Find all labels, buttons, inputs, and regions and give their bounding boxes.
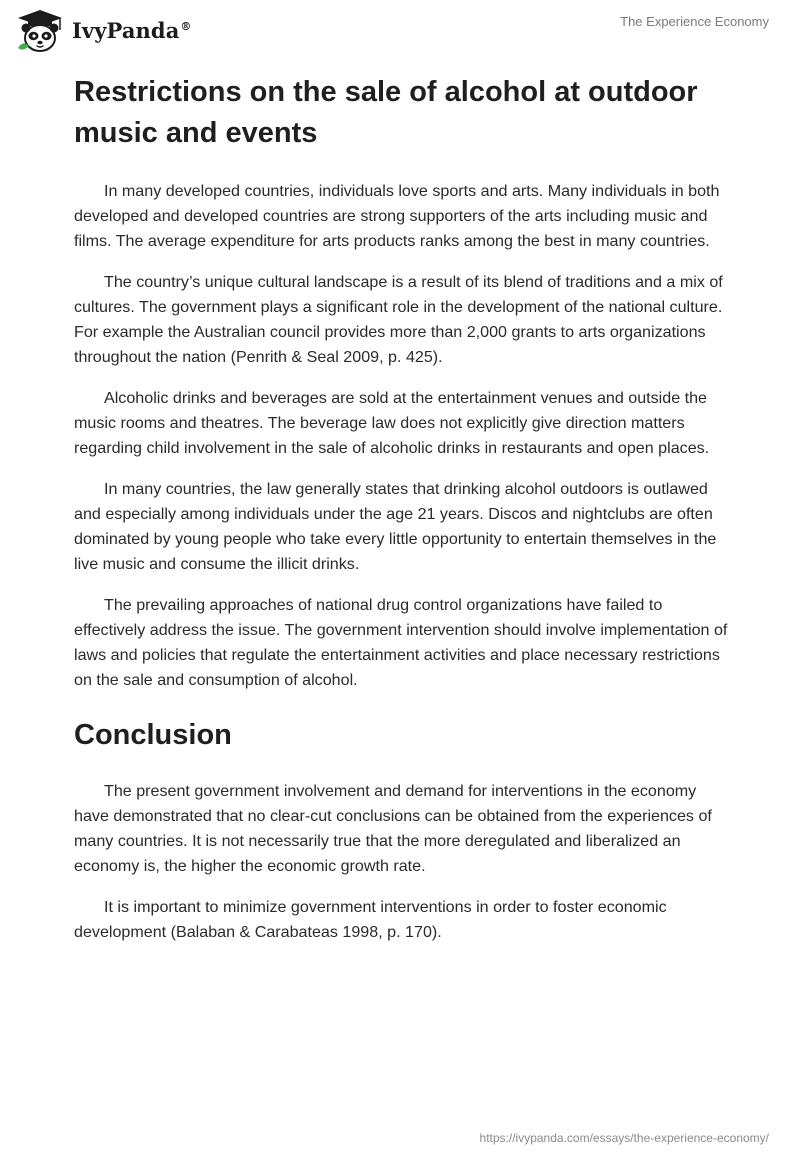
registered-mark: ® [180, 19, 192, 33]
essay-content [74, 72, 734, 945]
running-title: The Experience Economy [620, 14, 769, 29]
panda-graduate-icon [14, 8, 66, 54]
paragraph: Alcoholic drinks and beverages are sold at the entertainment venues and outside the music rooms and theatres. The beverage law does not explicitly give direction matters regarding child involvement in the sale of alcoholic drinks in restaurants and open places. [74, 389, 710, 457]
paragraph: The prevailing approaches of national drug control organizations have failed to effectively address the issue. The government intervention should involve implementation of laws and policies that regulate the entertainment activities and place necessary restrictions on the sale and consumption of alcohol. [74, 596, 728, 689]
source-url-link[interactable]: https://ivypanda.com/essays/the-experience-economy/ [479, 1131, 769, 1145]
paragraph: The country’s unique cultural landscape is a result of its blend of traditions and a mix of cultures. The government plays a significant role in the development of the national culture. For example the Australian council provides more than 2,000 grants to arts organizations throughout the nation (Penrith & Seal 2009, p. 425). [74, 273, 723, 366]
page-header [0, 0, 800, 60]
paragraph: In many developed countries, individuals love sports and arts. Many individuals in both developed and developed countries are strong supporters of the arts including music and films. The average expenditure for arts products ranks among the best in many countries. [74, 182, 720, 250]
paragraph: In many countries, the law generally states that drinking alcohol outdoors is outlawed and especially among individuals under the age 21 years. Discos and nightclubs are often dominated by young people who take every little opportunity to entertain themselves in the live music and consume the illicit drinks. [74, 480, 717, 573]
paragraph: It is important to minimize government interventions in order to foster economic development (Balaban & Carabateas 1998, p. 170). [74, 898, 667, 941]
paragraph: The present government involvement and demand for interventions in the economy have demonstrated that no clear-cut conclusions can be obtained from the experiences of many countries. It is not necessarily true that the more deregulated and liberalized an economy is, the higher the economic growth rate. [74, 782, 712, 875]
section-conclusion [74, 715, 734, 945]
section-restrictions [74, 72, 734, 693]
section-heading: Conclusion [74, 719, 232, 751]
ivypanda-logo[interactable] [14, 8, 192, 54]
section-heading: Restrictions on the sale of alcohol at outdoor music and events [74, 76, 698, 149]
logo-wordmark: IvyPanda® [72, 17, 192, 43]
